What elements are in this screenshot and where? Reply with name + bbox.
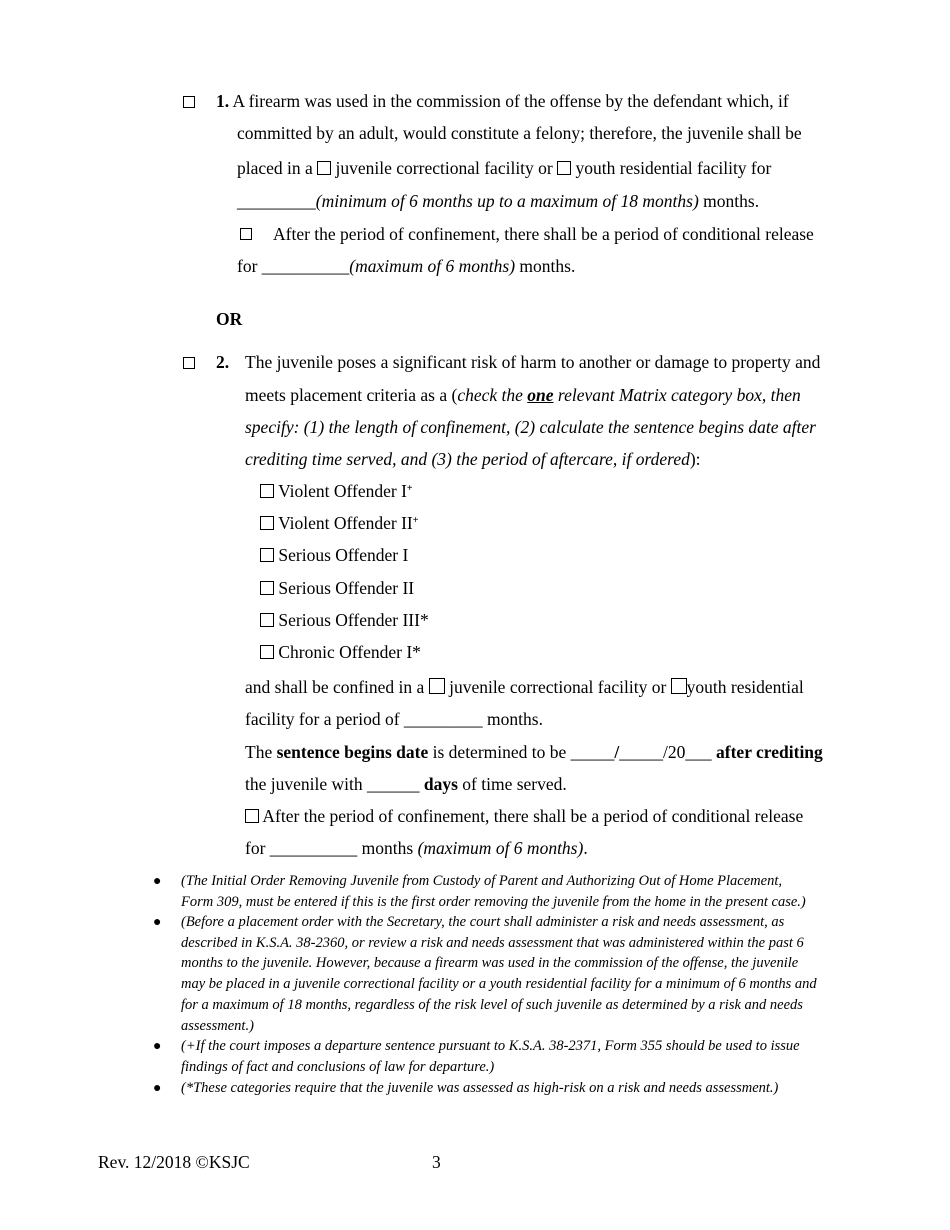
days-served-blank[interactable]: ______ [367, 774, 420, 794]
note-2: (Before a placement order with the Secretary, the court shall administer a risk and needs assessment, as described in K.S.A. 38-2360, or review a risk and needs assessment that was administered within the past 6 months to the juvenile. However, because a firearm was used in the commission of the offense, the juvenile may be placed in a juvenile correctional facility or a youth residential facility for a minimum of 6 months and for a maximum of 18 months, regardless of the risk level of such juvenile as determined by a risk and needs assessment.) [181, 914, 817, 1034]
item2-sentence-line: The sentence begins date is determined to be _____/_____/20___ after crediting [245, 742, 823, 762]
item1-line4: _________(minimum of 6 months up to a maximum of 18 months) months. [237, 191, 760, 211]
item1-months-blank[interactable]: _________ [237, 191, 316, 211]
item1-release-line2: for __________(maximum of 6 months) months. [237, 256, 576, 276]
item2-line3: specify: (1) the length of confinement, (2) calculate the sentence begins date after [245, 417, 816, 437]
note-4: (*These categories require that the juvenile was assessed as high-risk on a risk and needs assessment.) [181, 1080, 779, 1096]
item2-served-line: the juvenile with ______ days of time served. [245, 774, 567, 794]
category-violent-offender-1[interactable]: Violent Offender I+ [260, 483, 413, 501]
item2-period-line: facility for a period of _________ months. [245, 709, 543, 729]
item1-release-checkbox[interactable] [240, 228, 252, 240]
sentence-date-blank[interactable]: _____/_____/20___ [570, 742, 712, 762]
item1-line2: committed by an adult, would constitute a felony; therefore, the juvenile shall be [237, 123, 802, 143]
item2-line1: The juvenile poses a significant risk of harm to another or damage to property and [245, 352, 821, 372]
item2-release-line1: After the period of confinement, there shall be a period of conditional release [245, 808, 803, 826]
item2-release-line2: for __________ months (maximum of 6 months). [245, 838, 588, 858]
item2-line2: meets placement criteria as a (check the one relevant Matrix category box, then [245, 385, 801, 405]
category-checkbox[interactable] [260, 645, 274, 659]
bullet-icon: ● [153, 1081, 162, 1096]
category-serious-offender-3[interactable]: Serious Offender III* [260, 612, 429, 630]
item2-youth-residential-checkbox[interactable] [671, 678, 687, 694]
note-1: (The Initial Order Removing Juvenile from Custody of Parent and Authorizing Out of Home Placement, Form 309, must be entered if this is the first order removing the juvenile from the home in the present case.) [181, 873, 806, 910]
item1-release-blank[interactable]: __________ [261, 256, 350, 276]
category-checkbox[interactable] [260, 548, 274, 562]
item1-release-line1: After the period of confinement, there shall be a period of conditional release [273, 224, 814, 244]
item1-juvenile-correctional-checkbox[interactable] [317, 161, 331, 175]
category-checkbox[interactable] [260, 484, 274, 498]
bullet-icon: ● [153, 1039, 162, 1054]
one-emphasis: one [527, 385, 554, 405]
item2-juvenile-correctional-checkbox[interactable] [429, 678, 445, 694]
item2-release-checkbox[interactable] [245, 809, 259, 823]
item2-period-blank[interactable]: _________ [403, 709, 483, 729]
category-serious-offender-2[interactable]: Serious Offender II [260, 580, 414, 598]
item1-youth-residential-checkbox[interactable] [557, 161, 571, 175]
category-checkbox[interactable] [260, 516, 274, 530]
note-3: (+If the court imposes a departure sentence pursuant to K.S.A. 38-2371, Form 355 should be used to issue findings of fact and conclusions of law for departure.) [181, 1038, 800, 1075]
item2-number: 2. [216, 352, 230, 372]
page-number: 3 [432, 1152, 441, 1172]
or-label: OR [216, 309, 243, 329]
footer-revision: Rev. 12/2018 ©KSJC [98, 1152, 250, 1172]
item1-line1: 1. A firearm was used in the commission of the offense by the defendant which, if [216, 91, 789, 111]
item2-confine-line: and shall be confined in a juvenile correctional facility or youth residential [245, 677, 804, 697]
bullet-icon: ● [153, 874, 162, 889]
bullet-icon: ● [153, 915, 162, 930]
item2-line4: crediting time served, and (3) the period of aftercare, if ordered): [245, 449, 701, 469]
category-checkbox[interactable] [260, 613, 274, 627]
item1-line3: placed in a juvenile correctional facility or youth residential facility for [237, 158, 772, 178]
category-serious-offender-1[interactable]: Serious Offender I [260, 547, 408, 565]
category-checkbox[interactable] [260, 581, 274, 595]
category-chronic-offender-1[interactable]: Chronic Offender I* [260, 644, 421, 662]
item1-number: 1. [216, 91, 230, 111]
category-violent-offender-2[interactable]: Violent Offender II+ [260, 515, 418, 533]
item2-release-blank[interactable]: __________ [269, 838, 358, 858]
item1-checkbox[interactable] [183, 96, 195, 108]
item2-checkbox[interactable] [183, 357, 195, 369]
